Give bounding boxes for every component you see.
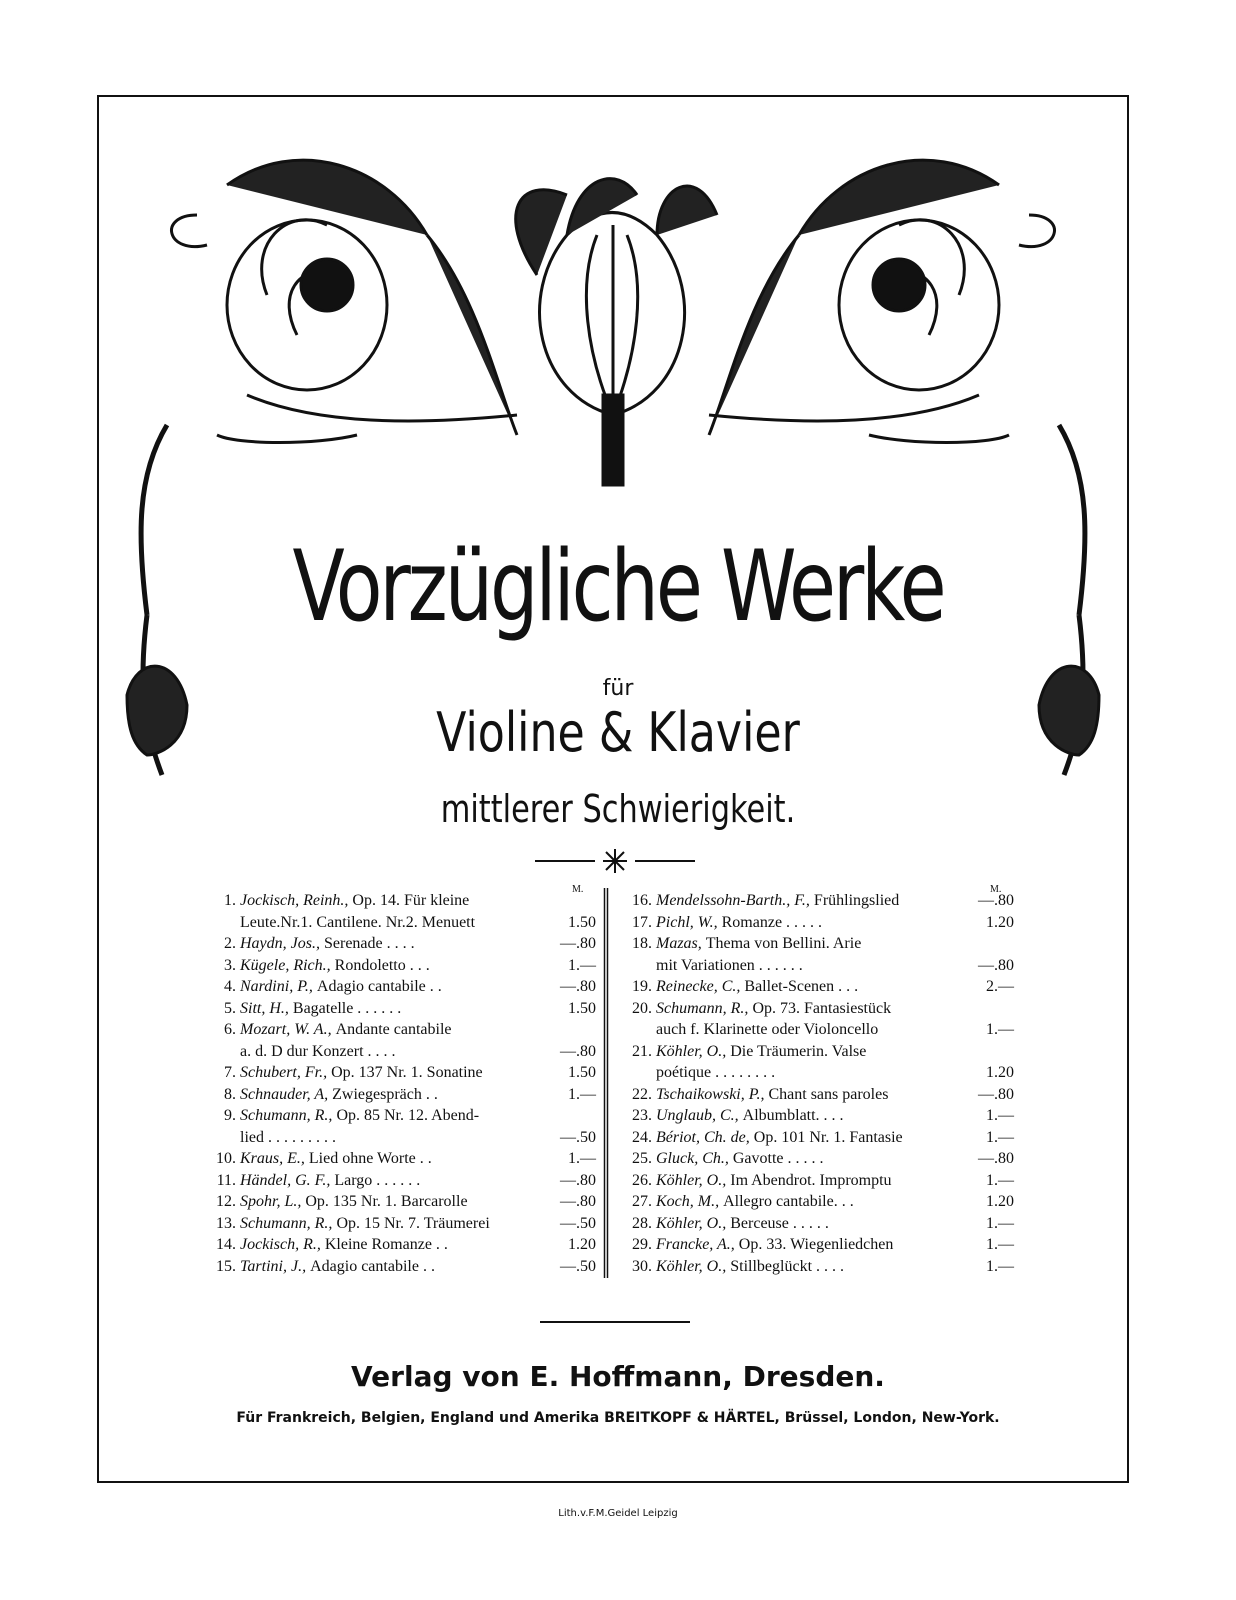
entry-number: 18. [632,935,652,952]
work-price: —.50 [560,1128,596,1146]
composer-name: Tschaikowski, P., [656,1085,769,1103]
catalogue-entry [612,1193,1014,1211]
catalogue-entry [196,1150,596,1168]
work-title: Op. 135 Nr. 1. Barcarolle [305,1193,468,1210]
work-title: Zwiegespräch . . [332,1085,438,1103]
work-price: 1.— [986,1128,1014,1146]
instrumentation-subtitle: Violine & Klavier [436,701,800,764]
work-title: Op. 15 Nr. 7. Träumerei [336,1214,490,1232]
catalogue-entry-continued [612,956,1014,975]
composer-name: Koch, M., [656,1193,724,1210]
work-title: Op. 101 Nr. 1. Fantasie [753,1128,903,1146]
work-title: Ballet-Scenen . . . [744,978,859,995]
work-price: —.80 [978,956,1014,974]
work-title: Stillbeglückt . . . . [730,1257,845,1275]
catalogue-entry [612,1171,1014,1190]
entry-number: 20. [632,999,652,1017]
work-title: poétique . . . . . . . . [656,1064,776,1081]
catalogue-entry [612,1000,891,1018]
catalogue-entry [196,1214,596,1233]
catalogue-entry [612,1150,1014,1168]
for-label: für [602,676,634,701]
work-title: Adagio cantabile . . [316,978,442,995]
work-price: 1.20 [568,1236,596,1253]
composer-name: Pichl, W., [656,913,722,931]
work-price: —.80 [560,1171,596,1189]
catalogue-entry [612,1236,1014,1254]
work-price: —.80 [978,1085,1014,1103]
composer-name: Francke, A., [656,1236,739,1253]
work-title: Die Träumerin. Valse [730,1042,867,1060]
page-title: Vorzügliche Werke [292,530,944,644]
work-title: Thema von Bellini. Arie [705,935,862,952]
composer-name: Nardini, P., [240,978,317,995]
catalogue-entry [612,978,1014,996]
catalogue-entry [612,1257,1014,1276]
catalogue-entry [612,913,1014,932]
catalogue-entry-continued [612,1064,1014,1082]
composer-name: Jockisch, R., [240,1236,325,1253]
work-title: Chant sans paroles [768,1085,889,1103]
composer-name: Haydn, Jos., [240,935,324,952]
difficulty-label: mittlerer Schwierigkeit. [440,787,796,831]
catalogue-entry [196,999,596,1018]
composer-name: Mendelssohn-Barth., F., [656,892,814,909]
catalogue-entry [196,1064,596,1082]
entry-number: 11. [216,1171,236,1189]
entry-number: 12. [216,1193,236,1210]
entry-number: 4. [224,978,236,995]
entry-number: 17. [632,913,652,931]
catalogue-entry-continued [196,1128,596,1147]
work-title: Adagio cantabile . . [310,1257,435,1275]
work-title: Op. 85 Nr. 12. Abend- [336,1107,480,1124]
catalogue-entry [196,892,469,910]
work-title: Berceuse . . . . . [730,1214,829,1232]
composer-name: Bériot, Ch. de, [656,1128,754,1146]
star-divider [535,846,695,876]
catalogue-entry [612,1214,1014,1233]
composer-name: Schubert, Fr., [240,1064,332,1081]
composer-name: Köhler, O., [656,1042,731,1060]
work-title: Romanze . . . . . [721,913,823,931]
work-title: auch f. Klarinette oder Violoncello [656,1021,879,1038]
entry-number: 15. [216,1257,236,1275]
entry-number: 2. [224,935,236,952]
composer-name: Tartini, J., [240,1257,311,1275]
catalogue-entry-continued [196,1042,596,1061]
composer-name: Schnauder, A, [240,1085,333,1103]
bottom-rule [540,1318,690,1326]
currency-label: M. [572,884,584,895]
currency-label: M. [990,884,1002,895]
work-price: 1.20 [986,913,1014,931]
catalogue-entry-continued [612,1021,1014,1039]
work-title: Im Abendrot. Impromptu [730,1171,892,1189]
work-title: Bagatelle . . . . . . [292,999,402,1017]
entry-number: 9. [224,1107,236,1124]
work-price: —.80 [560,1042,596,1060]
work-title: Andante cantabile [335,1021,452,1038]
catalogue-entry [612,892,1014,910]
catalogue-entry [612,1107,1014,1125]
composer-name: Schumann, R., [240,1107,337,1124]
column-divider [603,888,609,1278]
work-title: mit Variationen . . . . . . [656,956,803,974]
composer-name: Schumann, R., [240,1214,337,1232]
composer-name: Mozart, W. A., [240,1021,336,1038]
work-price: —.80 [978,1150,1014,1167]
catalogue-entry [196,978,596,996]
work-title: Op. 73. Fantasiestück [752,999,892,1017]
work-title: Leute.Nr.1. Cantilene. Nr.2. Menuett [240,913,476,931]
entry-number: 28. [632,1214,652,1232]
work-price: —.80 [560,935,596,952]
work-title: Albumblatt. . . . [742,1107,844,1124]
work-price: 1.— [568,1085,596,1103]
composer-name: Jockisch, Reinh., [240,892,353,909]
entry-number: 22. [632,1085,652,1103]
work-title: a. d. D dur Konzert . . . . [240,1042,396,1060]
work-title: lied . . . . . . . . . [240,1128,336,1146]
publisher: Verlag von E. Hoffmann, Dresden. [351,1360,885,1393]
catalogue-entry [196,1171,596,1190]
catalogue-entry [196,1107,479,1125]
work-price: 1.— [986,1107,1014,1124]
work-price: —.80 [560,1193,596,1210]
catalogue-entry [196,1236,596,1254]
catalogue-entry [612,1085,1014,1104]
catalogue-entry [196,956,596,975]
entry-number: 29. [632,1236,652,1253]
distribution-note: Für Frankreich, Belgien, England und Amerika BREITKOPF & HÄRTEL, Brüssel, London, New-York. [236,1410,1000,1426]
work-price: 1.— [986,1236,1014,1253]
catalogue-entry [196,1085,596,1104]
work-title: Op. 33. Wiegenliedchen [738,1236,894,1253]
work-price: 1.20 [986,1193,1014,1210]
entry-number: 21. [632,1042,652,1060]
entry-number: 23. [632,1107,652,1124]
composer-name: Händel, G. F., [240,1171,335,1189]
work-price: 1.— [986,1257,1014,1275]
composer-name: Reinecke, C., [656,978,745,995]
work-price: 1.50 [568,1064,596,1081]
entry-number: 5. [224,999,236,1017]
entry-number: 3. [224,956,236,974]
entry-number: 6. [224,1021,236,1038]
entry-number: 26. [632,1171,652,1189]
work-price: 2.— [986,978,1014,995]
work-title: Kleine Romanze . . [324,1236,448,1253]
work-price: —.50 [560,1257,596,1275]
composer-name: Unglaub, C., [656,1107,743,1124]
composer-name: Spohr, L., [240,1193,306,1210]
work-title: Op. 137 Nr. 1. Sonatine [331,1064,483,1081]
entry-number: 25. [632,1150,652,1167]
work-price: —.80 [560,978,596,995]
composer-name: Gluck, Ch., [656,1150,733,1167]
work-title: Rondoletto . . . [334,956,430,974]
work-price: —.80 [978,892,1014,909]
catalogue-entry [612,1128,1014,1147]
work-title: Frühlingslied [813,892,900,909]
composer-name: Sitt, H., [240,999,293,1017]
work-price: 1.— [986,1021,1014,1038]
composer-name: Kügele, Rich., [240,956,335,974]
composer-name: Köhler, O., [656,1171,731,1189]
entry-number: 13. [216,1214,236,1232]
work-price: 1.20 [986,1064,1014,1081]
entry-number: 27. [632,1193,652,1210]
printer-credit: Lith.v.F.M.Geidel Leipzig [558,1508,678,1519]
catalogue-entry [612,1043,866,1061]
composer-name: Mazas, [656,935,706,952]
entry-number: 7. [224,1064,236,1081]
catalogue-entry [612,935,861,953]
entry-number: 8. [224,1085,236,1103]
work-price: 1.— [568,956,596,974]
composer-name: Köhler, O., [656,1257,731,1275]
work-price: 1.— [986,1171,1014,1189]
entry-number: 16. [632,892,652,909]
entry-number: 14. [216,1236,236,1253]
work-title: Serenade . . . . [323,935,415,952]
work-title: Allegro cantabile. . . [723,1193,854,1210]
work-price: 1.50 [568,999,596,1017]
entry-number: 19. [632,978,652,995]
catalogue-entry [196,1193,596,1211]
composer-name: Kraus, E., [240,1150,309,1167]
work-title: Gavotte . . . . . [732,1150,824,1167]
entry-number: 30. [632,1257,652,1275]
catalogue-entry [196,1257,596,1276]
work-price: 1.— [568,1150,596,1167]
composer-name: Schumann, R., [656,999,753,1017]
entry-number: 1. [224,892,236,909]
work-title: Lied ohne Worte . . [308,1150,432,1167]
work-price: —.50 [560,1214,596,1232]
catalogue-entry [196,935,596,953]
work-price: 1.50 [568,913,596,931]
catalogue-entry-continued [196,913,596,932]
entry-number: 24. [632,1128,652,1146]
work-title: Op. 14. Für kleine [352,892,470,909]
entry-number: 10. [216,1150,236,1167]
catalogue-entry [196,1021,452,1039]
composer-name: Köhler, O., [656,1214,731,1232]
work-price: 1.— [986,1214,1014,1232]
work-title: Largo . . . . . . [334,1171,421,1189]
